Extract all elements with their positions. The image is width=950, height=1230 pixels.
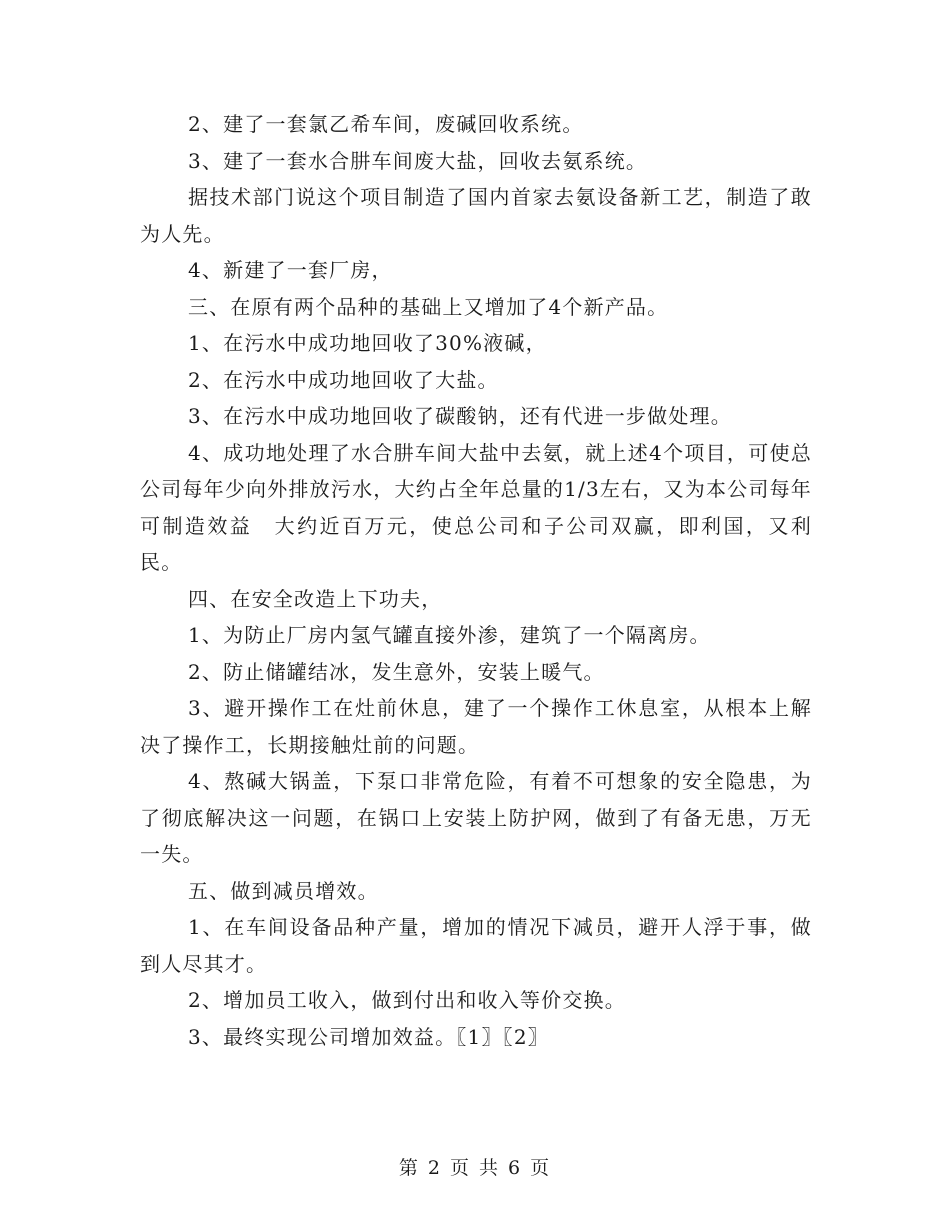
- paragraph: 4、新建了一套厂房，: [188, 258, 393, 282]
- paragraph: 1、在车间设备品种产量，增加的情况下减员，避开人浮于事，做到人尽其才。: [140, 915, 812, 976]
- paragraph: 2、增加员工收入，做到付出和收入等价交换。: [188, 988, 626, 1012]
- paragraph: 1、为防止厂房内氢气罐直接外渗，建筑了一个隔离房。: [188, 623, 711, 647]
- paragraph: 2、建了一套氯乙希车间，废碱回收系统。: [188, 112, 584, 136]
- paragraph: 4、成功地处理了水合肼车间大盐中去氨，就上述4个项目，可使总公司每年少向外排放污水，大约占全年总量的1/3左右，又为本公司每年可制造效益 大约近百万元，使总公司和子公司双赢，即利国，又利民。: [140, 440, 812, 574]
- paragraph: 2、防止储罐结冰，发生意外，安装上暖气。: [188, 659, 605, 684]
- paragraph: 3、避开操作工在灶前休息，建了一个操作工休息室，从根本上解决了操作工，长期接触灶前的问题。: [140, 696, 812, 757]
- page-number-footer: 第 2 页 共 6 页: [398, 1157, 552, 1179]
- paragraph: 3、建了一套水合肼车间废大盐，回收去氨系统。: [188, 148, 648, 173]
- section-heading: 五、做到减员增效。: [188, 878, 379, 903]
- paragraph: 4、熬碱大锅盖，下泵口非常危险，有着不可想象的安全隐患，为了彻底解决这一问题，在锅口上安装上防护网，做到了有备无患，万无一失。: [140, 769, 812, 866]
- section-heading: 三、在原有两个品种的基础上又增加了4个新产品。: [188, 294, 669, 319]
- paragraph: 3、在污水中成功地回收了碳酸钠，还有代进一步做处理。: [188, 404, 732, 428]
- paragraph: 2、在污水中成功地回收了大盐。: [188, 367, 499, 392]
- document-body: [140, 106, 812, 1055]
- paragraph: 1、在污水中成功地回收了30%液碱，: [188, 331, 547, 355]
- section-heading: 四、在安全改造上下功夫，: [188, 586, 443, 611]
- paragraph: 3、最终实现公司增加效益。〖1〗〖2〗: [188, 1024, 549, 1049]
- paragraph: 据技术部门说这个项目制造了国内首家去氨设备新工艺，制造了敢为人先。: [140, 185, 812, 246]
